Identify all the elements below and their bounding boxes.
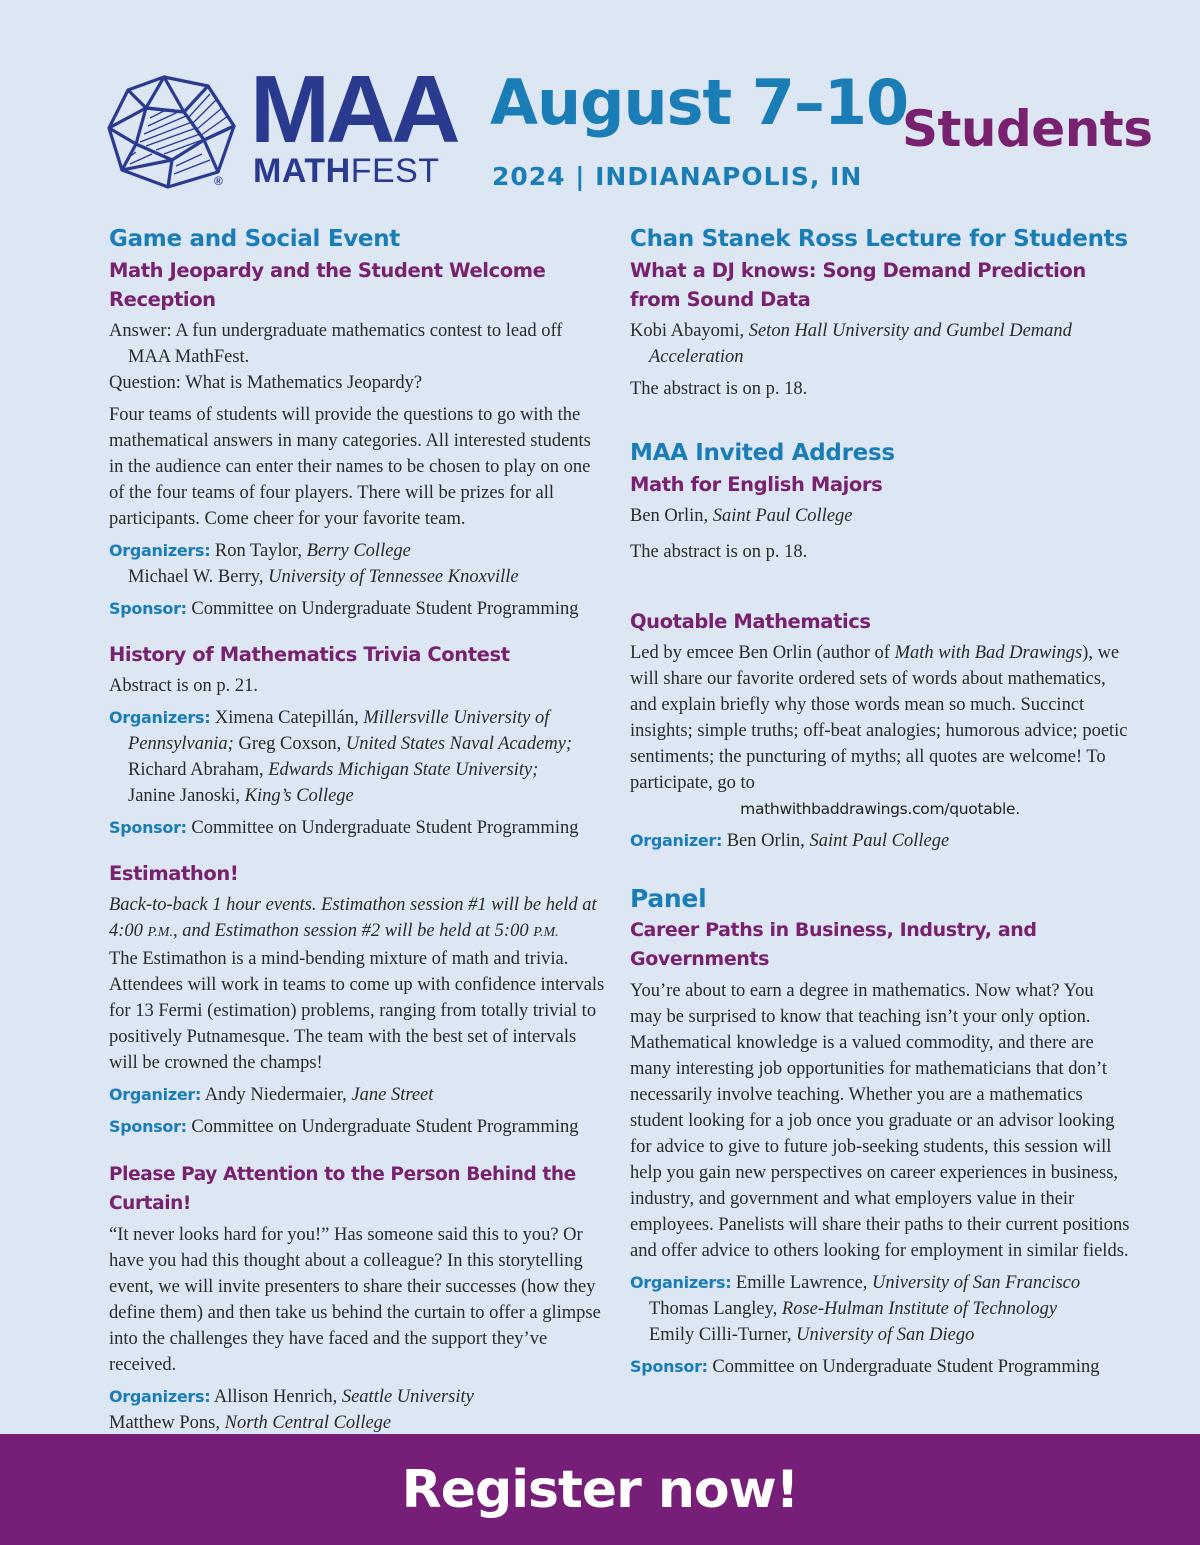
event-title: Please Pay Attention to the Person Behind the Curtain! xyxy=(109,1164,576,1214)
event-title: Math for English Majors xyxy=(630,473,883,496)
organizers-cont xyxy=(630,1322,1130,1348)
jeopardy-answer: Answer: A fun undergraduate mathematics contest to lead off MAA MathFest. xyxy=(109,321,563,367)
organizer-affiliation: Millersville University of Pennsylvania; xyxy=(128,708,550,754)
speaker-name: Kobi Abayomi, xyxy=(630,321,745,341)
organizer-name: Matthew Pons, xyxy=(109,1413,220,1433)
sponsor xyxy=(630,1354,1130,1380)
logo-mathfest-text xyxy=(253,154,440,188)
abstract-note: Abstract is on p. 21. xyxy=(109,676,259,696)
logo-fest-part: FEST xyxy=(350,152,440,190)
description-text: ), we will share our favorite ordered sets of words about mathematics, and explain briefly why those words mean so much. Succinct insights; simple truths; off-beat analogies; humorous advice; poetic sentiments; the puncturing of myths; all quotes are welcome! To participate, go to xyxy=(630,643,1128,793)
audience-label: Students xyxy=(902,100,1153,158)
logo-maa-text: MAA xyxy=(250,56,457,163)
organizers-label: Organizers: xyxy=(109,1387,211,1406)
organizer-affiliation: United States Naval Academy; xyxy=(345,734,573,754)
sponsor-name: Committee on Undergraduate Student Programming xyxy=(191,818,579,838)
sponsor-label: Sponsor: xyxy=(109,1117,187,1136)
event-date: August 7–10 xyxy=(490,66,909,139)
sponsor xyxy=(109,596,609,622)
event-description xyxy=(630,640,1130,796)
organizers xyxy=(109,705,609,809)
organizer-name: Thomas Langley, xyxy=(649,1299,778,1319)
book-title: Math with Bad Drawings xyxy=(894,643,1083,663)
organizer xyxy=(109,1082,609,1108)
organizer-name: Andy Niedermaier, xyxy=(204,1085,347,1105)
organizer-label: Organizer: xyxy=(630,831,723,850)
time-suffix: P.M. xyxy=(147,925,173,940)
speaker xyxy=(630,503,1130,529)
organizer-affiliation: Jane Street xyxy=(351,1085,434,1105)
organizer-affiliation: Edwards Michigan State University; xyxy=(268,760,539,780)
organizer-label: Organizer: xyxy=(109,1085,202,1104)
schedule-text: , and Estimathon session #2 will be held at 5:00 xyxy=(172,921,529,941)
organizers-cont xyxy=(630,1296,1130,1322)
sponsor-label: Sponsor: xyxy=(109,599,187,618)
organizer-affiliation: Saint Paul College xyxy=(809,831,950,851)
organizer-name: Richard Abraham, xyxy=(128,760,264,780)
logo-math-part: MATH xyxy=(253,152,351,190)
event-title: History of Mathematics Trivia Contest xyxy=(109,643,510,666)
organizer-name: Emille Lawrence, xyxy=(735,1273,868,1293)
organizers xyxy=(109,1384,609,1410)
organizers xyxy=(109,538,609,564)
section-heading: Game and Social Event xyxy=(109,226,401,252)
organizer-affiliation: Rose-Hulman Institute of Technology xyxy=(781,1299,1058,1319)
organizer-name: Ximena Catepillán, xyxy=(214,708,359,728)
jeopardy-question: Question: What is Mathematics Jeopardy? xyxy=(109,373,423,393)
speaker-name: Ben Orlin, xyxy=(630,506,709,526)
participation-link[interactable]: mathwithbaddrawings.com/quotable. xyxy=(740,800,1020,818)
abstract-note: The abstract is on p. 18. xyxy=(630,379,808,399)
speaker xyxy=(630,318,1130,370)
event-title: What a DJ knows: Song Demand Prediction from Sound Data xyxy=(630,259,1086,311)
section-heading: Panel xyxy=(630,884,707,913)
organizer-name: Greg Coxson, xyxy=(238,734,342,754)
event-title: Quotable Mathematics xyxy=(630,610,871,633)
right-column xyxy=(630,224,1130,1380)
registered-mark: ® xyxy=(214,174,223,188)
sponsor-label: Sponsor: xyxy=(630,1357,708,1376)
organizer-affiliation: University of San Diego xyxy=(796,1325,975,1345)
time-suffix: P.M. xyxy=(533,925,559,940)
organizers xyxy=(630,1270,1130,1296)
organizer-name: Ben Orlin, xyxy=(726,831,805,851)
description-text: Led by emcee Ben Orlin (author of xyxy=(630,643,890,663)
organizer-affiliation: University of Tennessee Knoxville xyxy=(268,567,519,587)
speaker-affiliation: Saint Paul College xyxy=(712,506,853,526)
organizer-name: Allison Henrich, xyxy=(213,1387,338,1407)
event-title: Math Jeopardy and the Student Welcome Reception xyxy=(109,259,546,311)
sponsor-label: Sponsor: xyxy=(109,818,187,837)
event-title: Career Paths in Business, Industry, and Governments xyxy=(630,919,1037,970)
organizers-cont xyxy=(109,564,609,590)
section-heading: Chan Stanek Ross Lecture for Students xyxy=(630,226,1128,252)
organizer-name: Michael W. Berry, xyxy=(128,567,264,587)
polyhedron-logo-icon xyxy=(106,74,238,190)
organizer-name: Emily Cilli-Turner, xyxy=(649,1325,792,1345)
organizers-label: Organizers: xyxy=(109,541,211,560)
event-schedule xyxy=(109,892,609,946)
event-description: The Estimathon is a mind-bending mixture of math and trivia. Attendees will work in teams to come up with confidence intervals for 13 Fermi (estimation) problems, ranging from totally trivial to positively Putnamesque. The team with the best set of intervals will be crowned the champs! xyxy=(109,949,605,1073)
abstract-note: The abstract is on p. 18. xyxy=(630,542,808,562)
organizers-cont xyxy=(109,1410,609,1436)
left-column xyxy=(109,224,609,1436)
event-title: Estimathon! xyxy=(109,862,239,885)
organizer-affiliation: University of San Francisco xyxy=(872,1273,1081,1293)
sponsor-name: Committee on Undergraduate Student Programming xyxy=(191,1117,579,1137)
sponsor-name: Committee on Undergraduate Student Programming xyxy=(191,599,579,619)
organizer-name: Janine Janoski, xyxy=(128,786,241,806)
organizer-affiliation: Seattle University xyxy=(341,1387,474,1407)
speaker-affiliation: Seton Hall University and Gumbel Demand Acceleration xyxy=(649,321,1072,367)
schedule-text: Back-to-back 1 hour events. Estimathon session #1 will be held at 4:00 xyxy=(109,895,597,941)
register-now-button[interactable]: Register now! xyxy=(401,1459,799,1520)
sponsor-name: Committee on Undergraduate Student Programming xyxy=(712,1357,1100,1377)
event-location: 2024 | INDIANAPOLIS, IN xyxy=(492,162,863,191)
organizer xyxy=(630,828,1130,854)
header xyxy=(0,0,1200,210)
section-heading: MAA Invited Address xyxy=(630,440,895,466)
event-description: You’re about to earn a degree in mathematics. Now what? You may be surprised to know that teaching isn’t your only option. Mathematical knowledge is a valued commodity, and there are many interesting job opportunities for mathematicians that don’t necessarily involve teaching. Whether you are a mathematics student looking for a job once you graduate or an advisor looking for advice to give to future job-seeking students, this session will help you gain new perspectives on career experiences in business, industry, and government and what employers value in their employees. Panelists will share their paths to their current positions and offer advice to others looking for employment in similar fields. xyxy=(630,981,1130,1261)
sponsor xyxy=(109,1114,609,1140)
organizers-label: Organizers: xyxy=(109,708,211,727)
event-description: “It never looks hard for you!” Has someone said this to you? Or have you had this thought about a colleague? In this storytelling event, we will invite presenters to share their successes (how they define them) and then take us behind the curtain to offer a glimpse into the challenges they have faced and the support they’ve received. xyxy=(109,1225,601,1375)
organizer-name: Ron Taylor, xyxy=(214,541,302,561)
organizers-label: Organizers: xyxy=(630,1273,732,1292)
organizer-affiliation: North Central College xyxy=(224,1413,392,1433)
sponsor xyxy=(109,815,609,841)
organizer-affiliation: King’s College xyxy=(244,786,354,806)
event-description: Four teams of students will provide the questions to go with the mathematical answers in many categories. All interested students in the audience can enter their names to be chosen to play on one of the four teams of four players. There will be prizes for all participants. Come cheer for your favorite team. xyxy=(109,405,591,529)
register-banner[interactable] xyxy=(0,1434,1200,1545)
organizer-affiliation: Berry College xyxy=(306,541,411,561)
